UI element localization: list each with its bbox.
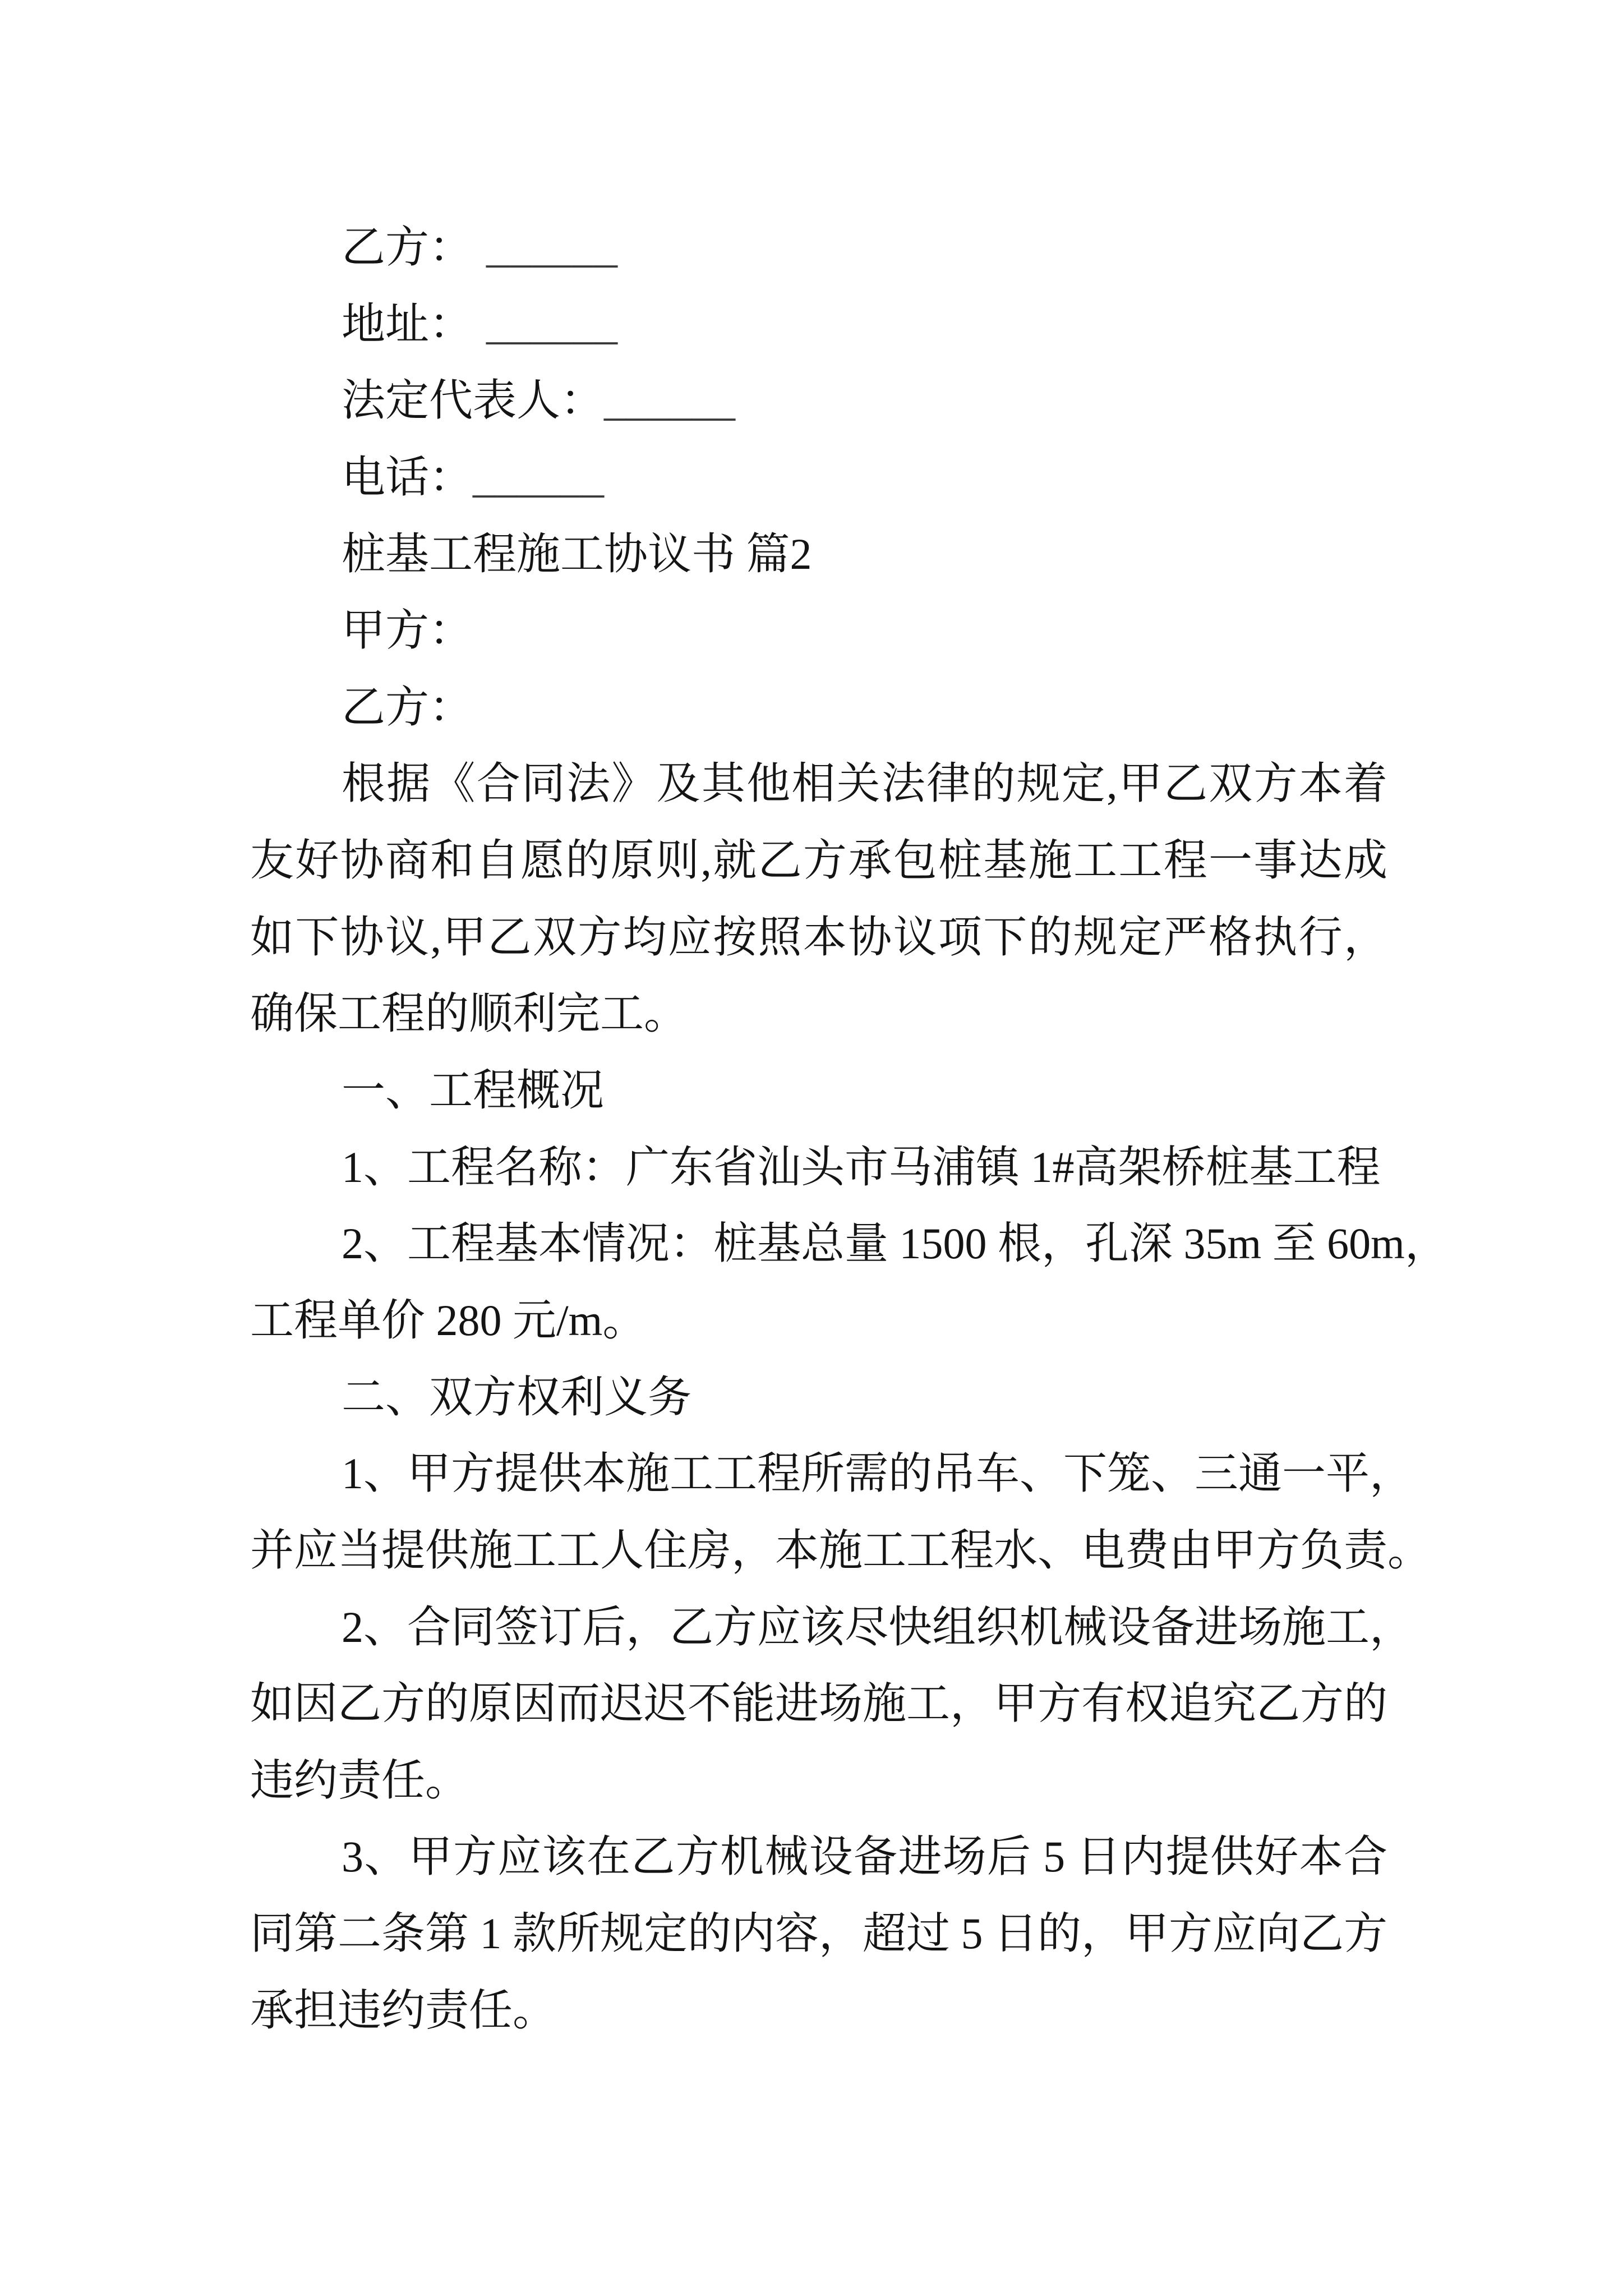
paragraph-line: 工程单价 280 元/m。 <box>250 1295 647 1345</box>
address-field <box>250 286 1387 363</box>
legal-representative-field <box>250 362 1387 439</box>
paragraph-line: 2、合同签订后，乙方应该尽快组织机械设备进场施工， <box>342 1602 1414 1651</box>
preamble-paragraph <box>250 746 1623 1052</box>
section-project-overview <box>250 1052 1623 1359</box>
section-heading: 一、工程概况 <box>342 1066 605 1115</box>
party-b-signature-field <box>250 209 1387 286</box>
clause-project-name <box>250 1129 1623 1206</box>
clause-3 <box>250 1819 1623 2049</box>
phone-blank-line: ______ <box>473 452 605 501</box>
party-b-label: 乙方： <box>342 223 473 272</box>
party-b-label-line: 乙方： <box>342 682 473 731</box>
paragraph-line: 同第二条第 1 款所规定的内容，超过 5 日的，甲方应向乙方 <box>250 1909 1388 1958</box>
paragraph-line: 3、甲方应该在乙方机械设备进场后 5 日内提供好本合 <box>342 1832 1387 1881</box>
clause-2 <box>250 1589 1623 1819</box>
phone-field <box>250 439 1387 516</box>
paragraph-line: 根据《合同法》及其他相关法律的规定,甲乙双方本着 <box>342 759 1387 808</box>
clause-1 <box>250 1435 1623 1589</box>
phone-label: 电话： <box>342 452 473 501</box>
paragraph-line: 承担违约责任。 <box>250 1985 557 2035</box>
paragraph-line: 如下协议,甲乙双方均应按照本协议项下的规定严格执行， <box>250 912 1387 961</box>
party-a-label: 甲方： <box>342 606 473 655</box>
legal-representative-blank-line: ______ <box>604 376 736 425</box>
agreement-title: 桩基工程施工协议书 篇2 <box>342 529 812 578</box>
section-heading: 二、双方权利义务 <box>342 1372 692 1421</box>
address-blank-line: ______ <box>486 299 618 348</box>
party-b-blank-line: ______ <box>486 223 618 272</box>
clause-project-basics <box>250 1205 1623 1359</box>
paragraph-line: 1、甲方提供本施工工程所需的吊车、下笼、三通一平， <box>342 1449 1414 1498</box>
paragraph-line: 违约责任。 <box>250 1755 469 1805</box>
paragraph-line: 友好协商和自愿的原则,就乙方承包桩基施工工程一事达成 <box>250 836 1387 885</box>
legal-representative-label: 法定代表人： <box>342 376 605 425</box>
paragraph-line: 1、工程名称：广东省汕头市马浦镇 1#高架桥桩基工程 <box>342 1142 1381 1191</box>
paragraph-line: 如因乙方的原因而迟迟不能进场施工，甲方有权追究乙方的 <box>250 1679 1388 1728</box>
paragraph-line: 确保工程的顺利完工。 <box>250 989 688 1038</box>
address-label: 地址： <box>342 299 473 348</box>
paragraph-line: 2、工程基本情况：桩基总量 1500 根，孔深 35m 至 60m， <box>342 1219 1449 1268</box>
section-rights-obligations <box>250 1359 1623 2049</box>
paragraph-line: 并应当提供施工工人住房，本施工工程水、电费由甲方负责。 <box>250 1525 1432 1575</box>
